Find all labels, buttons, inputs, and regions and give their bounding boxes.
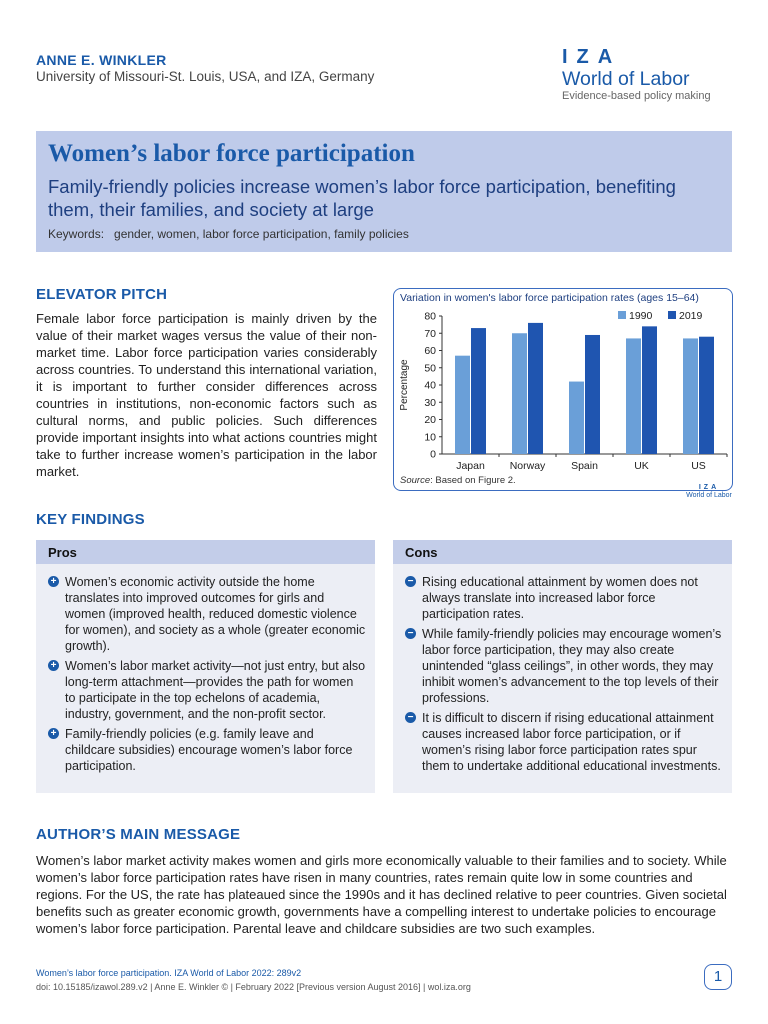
chart-watermark-iza: IZA: [698, 484, 720, 491]
cons-item: [405, 710, 724, 774]
bar-2019-us: [699, 337, 714, 454]
bar-2019-norway: [528, 323, 543, 454]
chart-watermark-wol: World of Labor: [686, 492, 732, 499]
cons-item-text: It is difficult to discern if rising educational attainment causes increased labor force participation, or if women’s rising labor force participation rates spur them to undertake additional educational investments.: [422, 711, 721, 773]
iza-logo[interactable]: [562, 46, 742, 103]
logo-iza-text: IZA: [562, 46, 622, 68]
legend-label-2019: 2019: [679, 310, 703, 322]
bar-1990-japan: [455, 356, 470, 454]
cons-panel: [393, 540, 732, 793]
legend-label-1990: 1990: [629, 310, 653, 322]
pros-item-text: Family-friendly policies (e.g. family leave and childcare subsidies) encourage women’s labor force participation.: [65, 727, 353, 773]
y-axis-label: Percentage: [399, 359, 410, 411]
x-tick-label: UK: [634, 460, 649, 472]
bar-1990-uk: [626, 338, 641, 454]
title-banner: [36, 131, 732, 252]
bar-1990-norway: [512, 333, 527, 454]
key-findings-heading: KEY FINDINGS: [36, 511, 145, 528]
y-tick-label: 60: [424, 345, 436, 357]
pros-list: [36, 564, 375, 774]
author-name: ANNE E. WINKLER: [36, 52, 167, 68]
y-tick-label: 30: [424, 396, 436, 409]
y-tick-label: 20: [424, 414, 436, 426]
plus-circle-icon: +: [48, 728, 59, 739]
bar-chart: [394, 289, 734, 492]
elevator-pitch-text: Female labor force participation is mainly driven by the value of their market wages versus the value of their non-market time. Labor force participation varies considerably across countries. To understand this international variation, it is important to further consider differences across countries in institutions, non-economic factors such as cultural norms, and public policies. Such differences provide important insights into what actions countries might take to further increase women’s participation in the labor market.: [36, 311, 377, 479]
bar-2019-japan: [471, 328, 486, 454]
pros-item-text: Women’s economic activity outside the home translates into improved outcomes for girls and women (improved health, reduced domestic violence for women), and society as a whole (greater economic growth).: [65, 575, 366, 653]
pros-item-text: Women’s labor market activity—not just entry, but also long-term attachment—provides the path for women to participate in the top echelons of academia, industry, government, and the non-profit sector.: [65, 659, 366, 721]
y-tick-label: 0: [430, 448, 436, 461]
chart-watermark: [684, 484, 734, 500]
main-message-text: Women’s labor market activity makes women and girls more economically valuable to their families and to society. While women’s labor force participation rates have risen in many countries, rates remain quite low in some countries and regions. For the US, the rate has plateaued since the 1990s and it has declined relative to peer countries. Given societal benefits such as greater economic growth, governments have a compelling interest to undertake policies to encourage women’s labor force participation. Parental leave and childcare subsidies are two such examples.: [36, 853, 727, 936]
page-number: 1: [704, 964, 732, 990]
y-tick-label: 80: [424, 310, 436, 323]
cons-item-text: While family-friendly policies may encourage women’s labor force participation, they may also create unintended “glass ceilings”, in other words, they may inhibit women’s advancement to the top levels of their professions.: [422, 627, 722, 705]
y-tick-label: 40: [424, 379, 436, 392]
cons-item-text: Rising educational attainment by women does not always translate into increased labor force participation rates.: [422, 575, 698, 621]
cons-title: Cons: [393, 540, 732, 564]
pros-panel: [36, 540, 375, 793]
chart-source-text: : Based on Figure 2.: [430, 475, 516, 486]
minus-circle-icon: −: [405, 712, 416, 723]
bar-1990-us: [683, 338, 698, 454]
cons-item: [405, 574, 724, 622]
bar-2019-uk: [642, 326, 657, 454]
logo-tagline: Evidence-based policy making: [562, 90, 711, 102]
plus-circle-icon: +: [48, 576, 59, 587]
chart-panel: [393, 288, 733, 499]
bar-1990-spain: [569, 382, 584, 454]
cons-item: [405, 626, 724, 706]
legend-swatch-1990: [618, 311, 626, 319]
bar-2019-spain: [585, 335, 600, 454]
main-message-heading: AUTHOR’S MAIN MESSAGE: [36, 826, 241, 843]
pros-item: [48, 658, 367, 722]
x-tick-label: Spain: [571, 460, 598, 472]
legend-swatch-2019: [668, 311, 676, 319]
keywords: Keywords: gender, women, labor force participation, family policies: [48, 227, 409, 241]
y-tick-label: 50: [424, 362, 436, 375]
logo-wol-text: World of Labor: [562, 68, 690, 90]
minus-circle-icon: −: [405, 628, 416, 639]
plus-circle-icon: +: [48, 660, 59, 671]
pros-title: Pros: [36, 540, 375, 564]
footer-citation[interactable]: Women’s labor force participation. IZA World of Labor 2022: 289v2: [36, 968, 302, 978]
chart-source-note: [400, 475, 516, 486]
article-title: Women’s labor force participation: [48, 140, 415, 167]
minus-circle-icon: −: [405, 576, 416, 587]
x-tick-label: Norway: [509, 460, 546, 472]
y-tick-label: 70: [424, 327, 436, 340]
pros-item: [48, 726, 367, 774]
x-tick-label: Japan: [456, 460, 485, 472]
chart-title: Variation in women's labor force participation rates (ages 15–64): [400, 292, 699, 304]
x-tick-label: US: [691, 460, 706, 472]
cons-list: [393, 564, 732, 774]
chart-source-label: Source: [400, 475, 431, 486]
footer-doi[interactable]: doi: 10.15185/izawol.289.v2 | Anne E. Winkler © | February 2022 [Previous version August 2016] | wol.iza.org: [36, 982, 471, 992]
author-affiliation: University of Missouri-St. Louis, USA, and IZA, Germany: [36, 69, 375, 84]
article-subtitle: Family-friendly policies increase women’s labor force participation, benefiting them, their families, and society at large: [48, 176, 676, 220]
elevator-pitch-heading: ELEVATOR PITCH: [36, 286, 168, 303]
y-tick-label: 10: [424, 431, 436, 444]
pros-item: [48, 574, 367, 654]
